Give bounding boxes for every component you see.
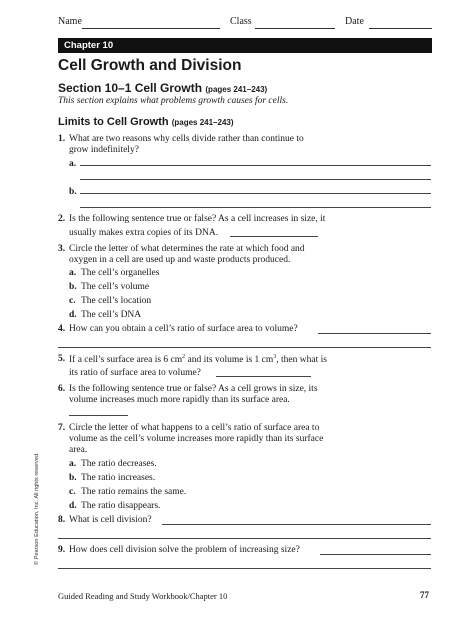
q7-option-d-label[interactable]: d.	[69, 501, 77, 511]
q1-line2: grow indefinitely?	[69, 145, 139, 155]
section-title: Section 10–1 Cell Growth	[58, 81, 203, 95]
q6-answer-line[interactable]	[69, 415, 128, 416]
q3-option-a-text: The cell’s organelles	[81, 268, 160, 278]
q3-number: 3.	[58, 244, 66, 254]
q7-option-c-text: The ratio remains the same.	[81, 487, 187, 497]
page-number: 77	[420, 590, 429, 600]
q7-line2: volume as the cell’s volume increases more rapidly than its surface	[69, 434, 324, 444]
q5-number: 5.	[58, 354, 66, 364]
q4-number: 4.	[58, 324, 66, 334]
subsection-title: Limits to Cell Growth	[58, 116, 169, 128]
q1-line1: What are two reasons why cells divide rather than continue to	[69, 134, 304, 144]
q1-number: 1.	[58, 134, 66, 144]
q3-line1: Circle the letter of what determines the rate at which food and	[69, 244, 305, 254]
subsection-heading	[58, 116, 234, 128]
class-label: Class	[230, 16, 252, 27]
q7-line3: area.	[69, 445, 88, 455]
date-line[interactable]	[369, 28, 432, 29]
q5-answer-line[interactable]	[216, 376, 311, 377]
q6-line1: Is the following sentence true or false? As a cell grows in size, its	[69, 384, 318, 394]
q7-option-a-text: The ratio decreases.	[81, 459, 157, 469]
q3-option-b-label[interactable]: b.	[69, 282, 77, 292]
q1-a-answer-line-2[interactable]	[80, 179, 431, 180]
header-fields	[58, 16, 432, 30]
q5-line2: its ratio of surface area to volume?	[69, 368, 201, 378]
q9-answer-line-2[interactable]	[58, 568, 431, 569]
q2-line2: usually makes extra copies of its DNA.	[69, 228, 219, 238]
q3-option-c-label[interactable]: c.	[69, 296, 76, 306]
date-label: Date	[345, 16, 364, 27]
page-footer: Guided Reading and Study Workbook/Chapter 10	[58, 591, 228, 601]
q5-sup1: 2	[182, 354, 186, 360]
q2-number: 2.	[58, 214, 66, 224]
q3-line2: oxygen in a cell are used up and waste products produced.	[69, 255, 291, 265]
copyright-notice: © Pearson Education, Inc. All rights reserved.	[34, 452, 40, 565]
q7-line1: Circle the letter of what happens to a cell’s ratio of surface area to	[69, 423, 320, 433]
subsection-pages: (pages 241–243)	[171, 118, 234, 127]
q9-text: How does cell division solve the problem of increasing size?	[69, 545, 300, 555]
q6-line2: volume increases much more rapidly than its surface area.	[69, 395, 290, 405]
q7-option-c-label[interactable]: c.	[69, 487, 76, 497]
q1-a-label: a.	[69, 159, 77, 169]
q4-answer-line[interactable]	[318, 333, 431, 334]
chapter-banner: Chapter 10	[58, 38, 432, 53]
name-line[interactable]	[82, 28, 220, 29]
q6-number: 6.	[58, 384, 66, 394]
q2-line1: Is the following sentence true or false? As a cell increases in size, it	[69, 214, 326, 224]
q8-number: 8.	[58, 515, 66, 525]
section-heading	[58, 81, 267, 95]
q3-option-c-text: The cell’s location	[81, 296, 152, 306]
q7-option-b-label[interactable]: b.	[69, 473, 77, 483]
q1-b-label: b.	[69, 187, 77, 197]
q9-number: 9.	[58, 545, 66, 555]
q8-text: What is cell division?	[69, 515, 152, 525]
page-title: Cell Growth and Division	[58, 57, 242, 74]
q7-option-a-label[interactable]: a.	[69, 459, 77, 469]
q5-sup2: 3	[273, 354, 277, 360]
q4-answer-line-2[interactable]	[58, 347, 431, 348]
q7-option-d-text: The ratio disappears.	[81, 501, 161, 511]
q3-option-d-label[interactable]: d.	[69, 310, 77, 320]
q1-b-answer-line-2[interactable]	[80, 207, 431, 208]
q3-option-d-text: The cell’s DNA	[81, 310, 142, 320]
section-intro: This section explains what problems growth causes for cells.	[58, 96, 289, 106]
q1-a-answer-line[interactable]	[80, 165, 431, 166]
section-pages: (pages 241–243)	[205, 85, 268, 94]
q7-option-b-text: The ratio increases.	[81, 473, 156, 483]
q4-text: How can you obtain a cell’s ratio of surface area to volume?	[69, 324, 298, 334]
q7-number: 7.	[58, 423, 66, 433]
q5-post: , then what is	[276, 355, 327, 366]
class-line[interactable]	[255, 28, 335, 29]
q5-line1	[69, 354, 327, 365]
q5-pre: If a cell’s surface area is 6 cm	[69, 355, 183, 366]
q5-mid: and its volume is 1 cm	[185, 355, 274, 366]
q3-option-a-label[interactable]: a.	[69, 268, 77, 278]
q3-option-b-text: The cell’s volume	[81, 282, 150, 292]
name-label: Name	[58, 16, 82, 27]
q9-answer-line[interactable]	[320, 554, 431, 555]
q1-b-answer-line[interactable]	[80, 193, 431, 194]
q8-answer-line-2[interactable]	[58, 538, 431, 539]
q8-answer-line[interactable]	[162, 524, 431, 525]
q2-answer-line[interactable]	[230, 236, 318, 237]
